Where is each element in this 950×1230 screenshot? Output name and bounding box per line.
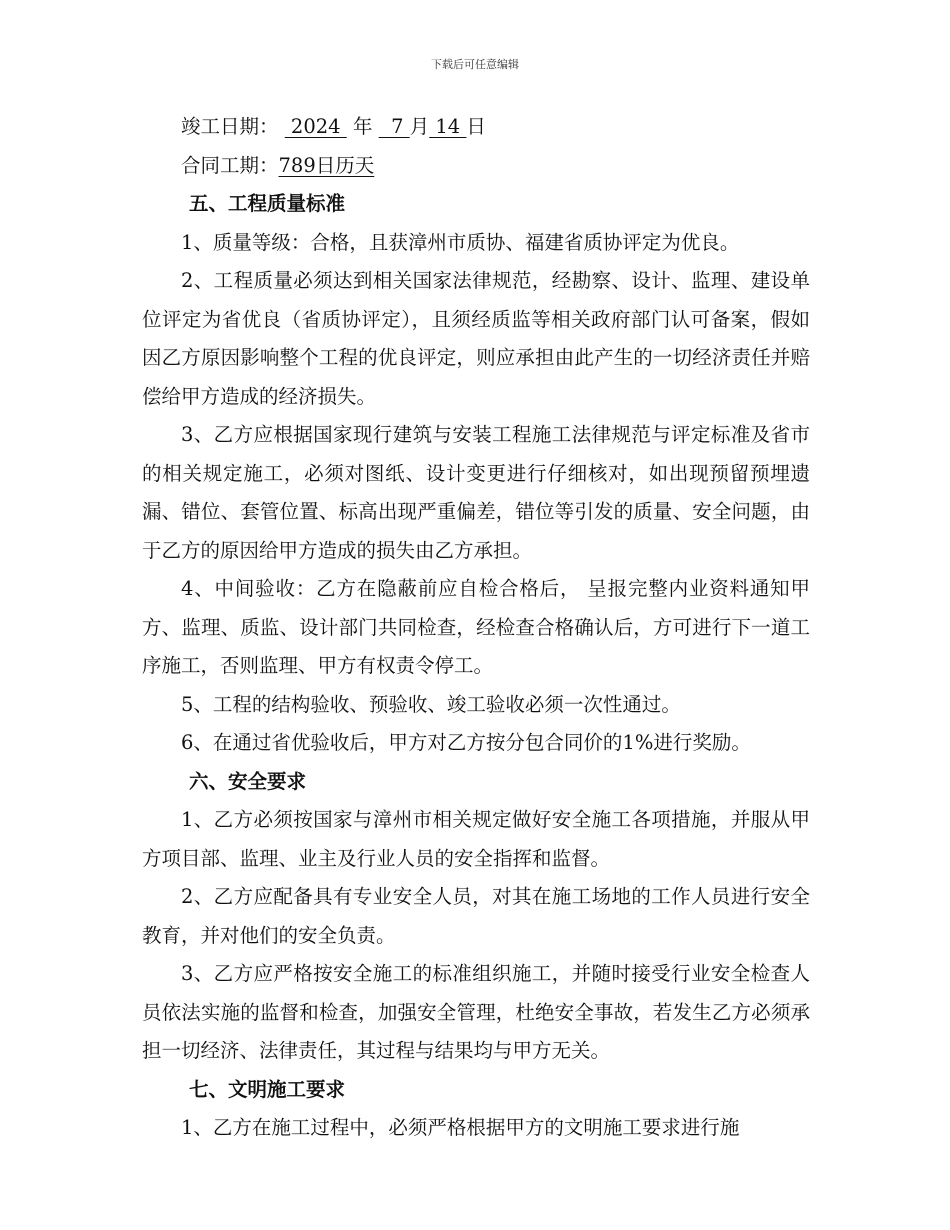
section5-paragraph-5: 5、工程的结构验收、预验收、竣工验收必须一次性通过。 [181, 692, 681, 716]
section5-paragraph-1: 1、质量等级：合格，且获漳州市质协、福建省质协评定为优良。 [181, 230, 740, 254]
month-unit: 月 [409, 115, 430, 138]
section5-paragraph-3: 3、乙方应根据国家现行建筑与安装工程施工法律规范与评定标准及省市的相关规定施工，必须对图纸、设计变更进行仔细核对，如出现预留预埋遗漏、错位、套管位置、标高出现严重偏差，错位等引发的质量、安全问题，由于乙方的原因给甲方造成的损失由乙方承担。 [142, 423, 810, 562]
section5-title: 五、工程质量标准 [189, 192, 346, 215]
completion-month: 7 [378, 115, 410, 138]
section5-paragraph-2: 2、工程质量必须达到相关国家法律规范，经勘察、设计、监理、建设单位评定为省优良（省质协评定），且须经质监等相关政府部门认可备案，假如因乙方原因影响整个工程的优良评定，则应承担由此产生的一切经济责任并赔偿给甲方造成的经济损失。 [142, 269, 810, 408]
duration-value: 789日历天 [278, 153, 375, 177]
section6-paragraph-2: 2、乙方应配备具有专业安全人员，对其在施工场地的工作人员进行安全教育，并对他们的安全负责。 [142, 885, 810, 947]
day-unit: 日 [466, 115, 486, 138]
section6-paragraph-3: 3、乙方应严格按安全施工的标准组织施工，并随时接受行业安全检查人员依法实施的监督和检查，加强安全管理，杜绝安全事故，若发生乙方必须承担一切经济、法律责任，其过程与结果均与甲方无关。 [142, 962, 810, 1062]
document-body [142, 108, 810, 1148]
completion-label: 竣工日期： [181, 115, 279, 138]
section6-paragraph-1: 1、乙方必须按国家与漳州市相关规定做好安全施工各项措施，并服从甲方项目部、监理、业主及行业人员的安全指挥和监督。 [142, 808, 810, 870]
completion-date-line [142, 108, 810, 147]
duration-label: 合同工期： [181, 153, 279, 177]
section7-paragraph-1: 1、乙方在施工过程中，必须严格根据甲方的文明施工要求进行施 [181, 1116, 740, 1139]
completion-year: 2024 [284, 115, 347, 138]
page-header: 下载后可任意编辑 [431, 58, 519, 71]
section5-paragraph-6: 6、在通过省优验收后，甲方对乙方按分包合同价的1%进行奖励。 [181, 731, 751, 754]
completion-day: 14 [429, 115, 467, 138]
duration-line [142, 147, 810, 186]
section6-title: 六、安全要求 [189, 769, 307, 793]
section5-paragraph-4: 4、中间验收：乙方在隐蔽前应自检合格后， 呈报完整内业资料通知甲方、监理、质监、设计部门共同检查，经检查合格确认后，方可进行下一道工序施工，否则监理、甲方有权责令停工。 [142, 577, 810, 677]
section7-title: 七、文明施工要求 [189, 1077, 346, 1101]
year-unit: 年 [352, 115, 373, 138]
